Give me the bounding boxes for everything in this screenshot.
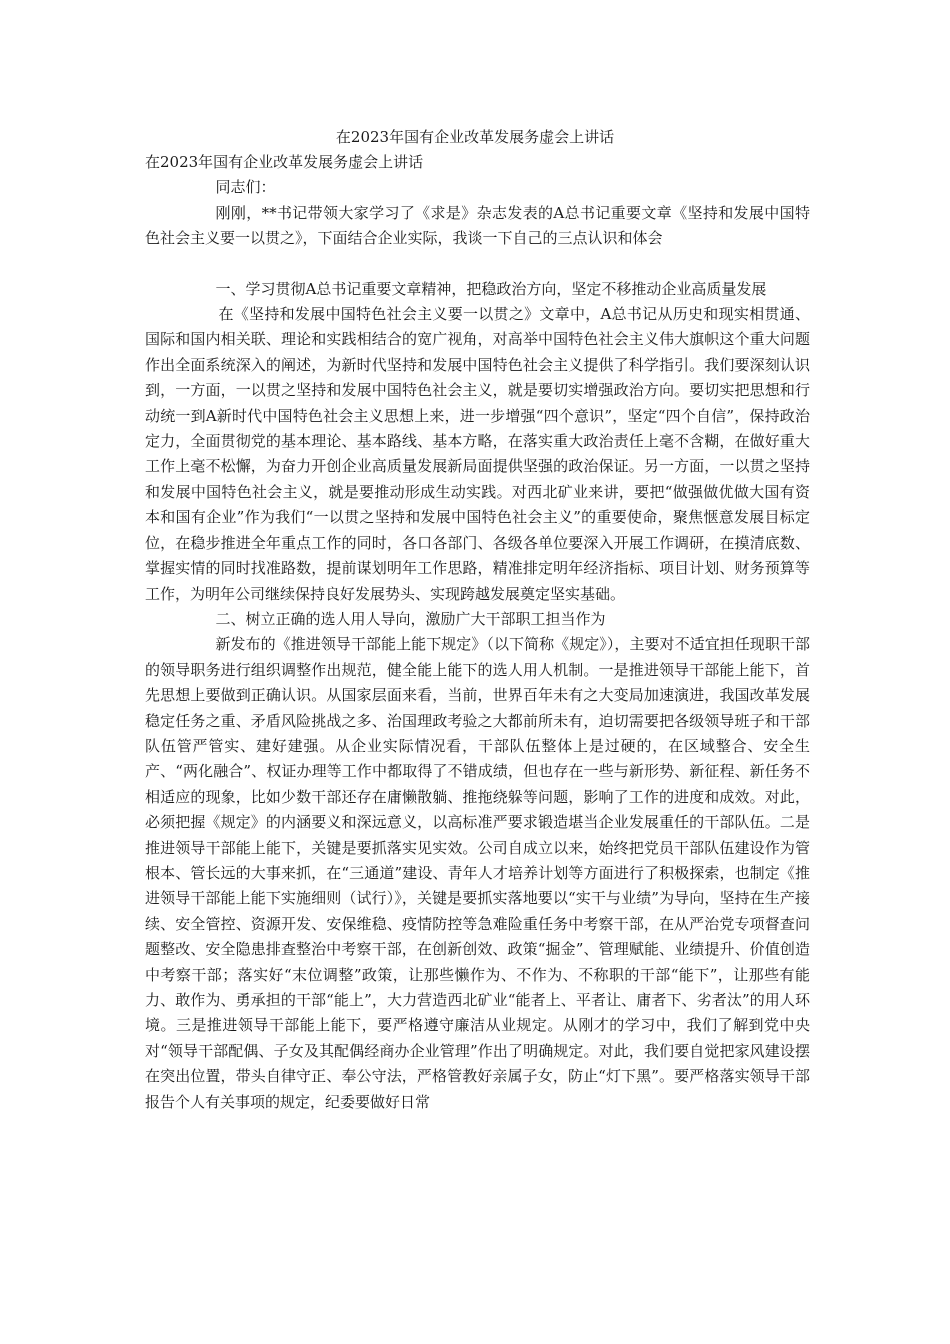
document-title: 在2023年国有企业改革发展务虚会上讲话 (335, 128, 615, 146)
paragraph-spacer (145, 252, 810, 277)
document-subtitle: 在2023年国有企业改革发展务虚会上讲话 (145, 153, 424, 171)
salutation: 同志们： (215, 178, 276, 197)
document-body (145, 150, 810, 1115)
section-1-heading: 一、学习贯彻A总书记重要文章精神，把稳政治方向，坚定不移推动企业高质量发展 (215, 279, 767, 298)
section-2-body: 新发布的《推进领导干部能上能下规定》（以下简称《规定》），主要对不适宜担任现职干部的领导职务进行组织调整作出规范，健全能上能下的选人用人机制。一是推进领导干部能上能下，首先思想上要做到正确认识。从国家层面来看，当前，世界百年未有之大变局加速演进，我国改革发展稳定任务之重、矛盾风险挑战之多、治国理政考验之大都前所未有，迫切需要把各级领导班子和干部队伍管严管实、建好建强。从企业实际情况看，干部队伍整体上是过硬的，在区域整合、安全生产、“两化融合”、权证办理等工作中都取得了不错成绩，但也存在一些与新形势、新征程、新任务不相适应的现象，比如少数干部还存在庸懒散躺、推拖绕躲等问题，影响了工作的进度和成效。对此，必须把握《规定》的内涵要义和深远意义，以高标准严要求锻造堪当企业发展重任的干部队伍。二是推进领导干部能上能下，关键是要抓落实见实效。公司自成立以来，始终把党员干部队伍建设作为管根本、管长远的大事来抓，在“三通道”建设、青年人才培养计划等方面进行了积极探索，也制定《推进领导干部能上能下实施细则（试行）》，关键是要抓实落地要以“实干与业绩”为导向，坚持在生产接续、安全管控、资源开发、安保维稳、疫情防控等急难险重任务中考察干部，在从严治党专项督查问题整改、安全隐患排查整治中考察干部，在创新创效、政策“掘金”、管理赋能、业绩提升、价值创造中考察干部；落实好“末位调整”政策，让那些懒作为、不作为、不称职的干部“能下”，让那些有能力、敢作为、勇承担的干部“能上”，大力营造西北矿业“能者上、平者让、庸者下、劣者汰”的用人环境。三是推进领导干部能上能下，要严格遵守廉洁从业规定。从刚才的学习中，我们了解到党中央对“领导干部配偶、子女及其配偶经商办企业管理”作出了明确规定。对此，我们要自觉把家风建设摆在突出位置，带头自律守正、奉公守法，严格管教好亲属子女，防止“灯下黑”。要严格落实领导干部报告个人有关事项的规定，纪委要做好日常 (145, 635, 810, 1111)
intro-paragraph: 刚刚，**书记带领大家学习了《求是》杂志发表的A总书记重要文章《坚持和发展中国特色社会主义要一以贯之》，下面结合企业实际，我谈一下自己的三点认识和体会 (145, 203, 810, 248)
section-1-body: 在《坚持和发展中国特色社会主义要一以贯之》文章中，A总书记从历史和现实相贯通、国际和国内相关联、理论和实践相结合的宽广视角，对高举中国特色社会主义伟大旗帜这个重大问题作出全面系统深入的阐述，为新时代坚持和发展中国特色社会主义提供了科学指引。我们要深刻认识到，一方面，一以贯之坚持和发展中国特色社会主义，就是要切实增强政治方向。要切实把思想和行动统一到A新时代中国特色社会主义思想上来，进一步增强“四个意识”，坚定“四个自信”，保持政治定力，全面贯彻党的基本理论、基本路线、基本方略，在落实重大政治责任上毫不含糊，在做好重大工作上毫不松懈，为奋力开创企业高质量发展新局面提供坚强的政治保证。另一方面，一以贯之坚持和发展中国特色社会主义，就是要推动形成生动实践。对西北矿业来讲，要把“做强做优做大国有资本和国有企业”作为我们“一以贯之坚持和发展中国特色社会主义”的重要使命，聚焦惬意发展目标定位，在稳步推进全年重点工作的同时，各口各部门、各级各单位要深入开展工作调研，在摸清底数、掌握实情的同时找准路数，提前谋划明年工作思路，精准排定明年经济指标、项目计划、财务预算等工作，为明年公司继续保持良好发展势头、实现跨越发展奠定坚实基础。 (145, 305, 810, 603)
section-2-heading: 二、树立正确的选人用人导向，激励广大干部职工担当作为 (215, 609, 606, 628)
